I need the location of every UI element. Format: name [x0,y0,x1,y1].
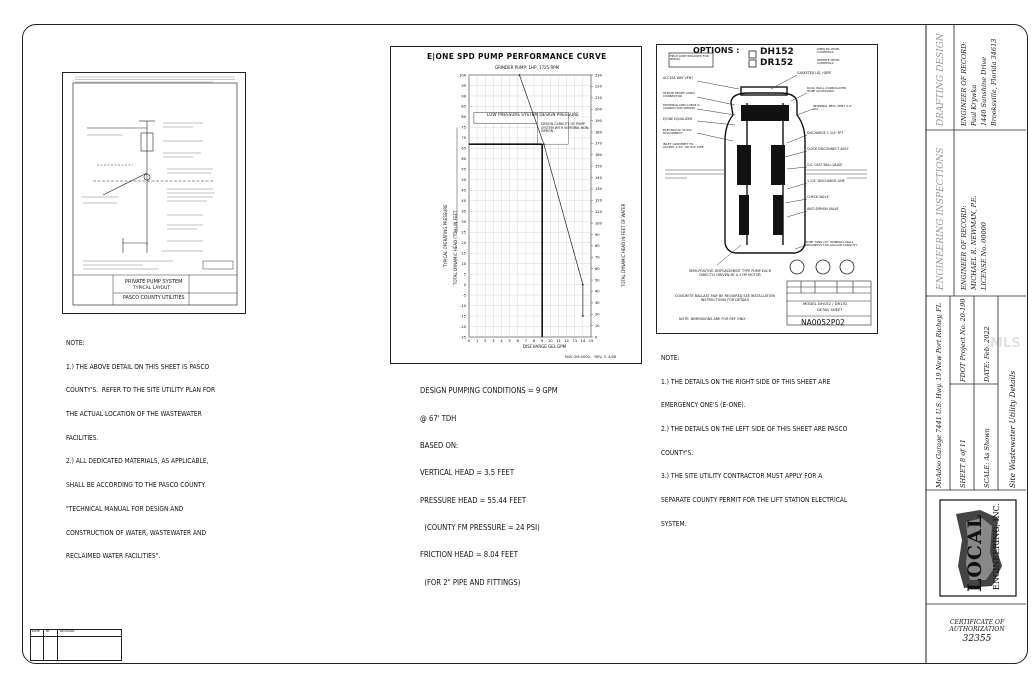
x-tick-label: 9 [541,339,544,343]
station-note [661,339,847,537]
engineer-line: Paul Krywka [970,84,978,126]
y2-tick-label: 160 [595,153,602,158]
callout-left: E/ONE EQUALIZER [663,117,693,121]
y2-tick-label: 40 [595,289,600,294]
x-tick-label: 4 [500,339,503,343]
callout-left: NOTE: DIMENSIONS ARE FOR REF ONLY [679,317,746,321]
design-line: FRICTION HEAD = 8.04 FEET [420,550,518,560]
certificate-number: 32355 [962,633,992,644]
design-line: PRESSURE HEAD = 55.44 FEET [420,495,526,505]
pasco-note-heading: NOTE: [66,338,85,347]
y-tick-label: -5 [462,293,466,298]
watermark: MLS [990,336,1021,351]
revision-header-date: DATE [32,629,40,633]
y2-tick-label: 110 [595,209,602,214]
pasco-note-line: THE ACTUAL LOCATION OF THE WASTEWATER [66,409,202,418]
callout-right: QUICK DISCONNECT ASSY. [807,147,849,151]
design-line: BASED ON: [420,440,459,450]
callout-left: SEMI-POSITIVE DISPLACEMENT TYPE PUMP EACH DIRECTLY DRIVEN BY A 1 HP MOTOR [688,269,772,277]
y-tick-label: 35 [461,209,466,214]
options-label: OPTIONS : [693,46,740,55]
y-tick-label: 60 [461,157,466,162]
scale-line: SCALE: As Shown [983,428,991,488]
y2-tick-label: 130 [595,187,602,192]
pasco-note-line: RECLAIMED WATER FACILITIES". [66,552,161,561]
engineer-line: 1440 Sunshine Drive [980,56,988,126]
chart-xlabel: DISCHARGE GEL GPM [523,344,567,349]
drawing-number: NA0052P02 [801,318,845,327]
pump-curve-point [519,74,521,76]
station-note-line: 2.) THE DETAILS ON THE LEFT SIDE OF THIS SHEET ARE PASCO [661,424,848,433]
y-tick-label: 85 [461,104,466,109]
y-tick-label: 90 [461,94,466,99]
station-note-line: 3.) THE SITE UTILITY CONTRACTOR MUST APPLY FOR A [661,472,823,481]
design-line: DESIGN PUMPING CONDITIONS = 9 GPM [420,386,558,396]
y-tick-label: 40 [461,199,466,204]
station-note-line: COUNTY'S. [661,448,694,457]
callout-right: S.S. CAST BALL VALVE [807,163,843,167]
pump-curve-point [543,143,545,145]
engineer2-line: MICHAEL R. NEWMAN, P.E. [970,195,978,290]
y-tick-label: 20 [461,240,466,245]
y2-tick-label: 70 [595,255,600,260]
station-note-line: SEPARATE COUNTY PERMIT FOR THE LIFT STATION ELECTRICAL [661,496,848,505]
certificate-line: CERTIFICATE OF [949,619,1005,626]
pump-curve-chart [391,47,643,365]
callout-right: CHECK VALVE [807,195,829,199]
x-tick-label: 10 [548,339,553,343]
y-tick-label: 95 [461,83,466,88]
y2-tick-label: 200 [595,107,602,112]
pasco-note-line: 2.) ALL DEDICATED MATERIALS, AS APPLICABLE, [66,457,209,466]
y-tick-label: 15 [461,251,466,256]
design-line: (FOR 2" PIPE AND FITTINGS) [420,577,521,587]
x-tick-label: 6 [516,339,519,343]
detail-sheet: DETAIL SHEET [817,308,843,312]
y2-tick-label: 90 [595,232,600,237]
revision-header-revision: REVISION [60,629,75,633]
callout-right: GASKETED LID, HDPE [797,71,832,75]
y-tick-label: 25 [461,230,466,235]
y2-tick-label: 120 [595,198,602,203]
engineer-line: Brooksville, Florida 34613 [990,38,998,126]
chart-subtitle: GRINDER PUMP: 1HP, 1725 RPM [495,65,560,70]
y-tick-label: 55 [461,167,466,172]
model-line: MODEL DH152 / DR152 [803,301,848,306]
design-line: @ 67' TDH [420,413,457,423]
pump-curve-point [582,284,584,286]
pasco-note-line: COUNTY'S. REFER TO THE SITE UTILITY PLAN FOR [66,386,216,395]
address: McAdoo Garage 7441 U.S. Hwy. 19 New Port Richey, FL [935,303,943,488]
y-tick-label: 75 [461,125,466,130]
design-conditions [420,368,558,596]
x-tick-label: 2 [484,339,487,343]
callout-left: ACCESS WAY VENT [663,76,694,80]
y2-tick-label: 30 [595,301,600,306]
callout-left: POWER/ALARM CABLE & CONDUCTOR WIRING [663,103,700,111]
option-dh152-note: SIMPLEX LEVEL CONTROLS [817,47,840,55]
y-tick-label: 0 [463,282,466,287]
option-dr152: DR152 [760,58,794,68]
callout-right: HDPE TANK 1/2" NOMINAL WALL THICKNESS 150 GALLON CAPACITY [805,240,858,248]
callout-left: CONCRETE BALLAST MAY BE REQUIRED SEE INSTALLATION INSTRUCTIONS FOR DETAILS [675,294,775,302]
pasco-note-line: CONSTRUCTION OF WATER, WASTEWATER AND [66,528,207,537]
y2-tick-label: 220 [595,84,602,89]
y2-tick-label: 170 [595,141,602,146]
y-tick-label: 30 [461,220,466,225]
y2-tick-label: 80 [595,244,600,249]
x-tick-label: 1 [475,339,479,343]
logo-sub: ENGINEERING, INC. [992,503,1001,590]
pasco-detail-panel [62,72,246,314]
pasco-agency: PASCO COUNTY UTILITIES [123,296,185,301]
chart-band-label: LOW PRESSURE SYSTEM DESIGN PRESSURE [487,112,579,117]
inspections-label: ENGINEERING INSPECTIONS [936,147,946,290]
y2-tick-label: 180 [595,130,602,135]
y-tick-label: 70 [461,136,466,141]
callout-right: INTERNAL BELL VENT 2.0" DIA [813,104,853,112]
y2-tick-label: 210 [595,96,602,101]
x-tick-label: 7 [524,339,528,343]
revision-header-by: BY [46,629,50,633]
y-tick-label: 65 [461,146,466,151]
pasco-title: PRIVATE PUMP SYSTEM [125,279,183,285]
y2-tick-label: 230 [595,73,602,78]
design-line: (COUNTY FM PRESSURE = 24 PSI) [420,522,540,532]
callout-left: INLET GROMMET TO ACCEPT 4.50" OD PVC PIPE [663,142,704,150]
engineer2-line: ENGINEER OF RECORD: [960,205,968,290]
x-tick-label: 11 [556,339,561,343]
y2-tick-label: 190 [595,118,602,123]
y-tick-label: 5 [463,272,466,277]
callout-right: 1 1/4" DISCHARGE LINE [807,179,845,183]
y-tick-label: 100 [459,73,466,78]
x-tick-label: 5 [508,339,511,343]
x-tick-label: 13 [572,339,578,343]
chart-callout: DESIGN CAPACITY OF PUMP SYSTEM WITH INTEGRAL NON-SIPHON [541,122,590,134]
revision-table [30,629,122,661]
y2-tick-label: 20 [595,312,600,317]
pasco-note-line: "TECHNICAL MANUAL FOR DESIGN AND [66,504,184,513]
pasco-note-line: SHALL BE ACCORDING TO THE PASCO COUNTY [66,481,206,490]
pasco-subtitle: TYPICAL LAYOUT [133,286,171,291]
pasco-note-line: 1.) THE ABOVE DETAIL ON THIS SHEET IS PASCO [66,362,210,371]
y2-tick-label: 150 [595,164,602,169]
chart-y2label: TOTAL DYNAMIC HEAD IN FEET OF WATER [621,203,626,287]
chart-ylabel: TOTAL DYNAMIC HEAD (TDH) IN FEET [453,210,458,285]
engineer2-line: LICENSE No. 00000 [980,222,988,290]
sheet-line: SHEET 8 of 11 [959,439,967,488]
date-line: DATE: Feb. 2022 [983,326,991,382]
option-dh152: DH152 [760,47,794,57]
company-logo [936,496,1020,600]
option-dr152-note: REMOTE LEVEL CONTROLS [817,58,840,66]
certificate-line: AUTHORIZATION [949,625,1005,633]
certificate [930,620,1024,644]
y2-tick-label: 60 [595,266,600,271]
x-tick-label: 15 [588,339,594,343]
y2-tick-label: 140 [595,175,602,180]
x-tick-label: 14 [580,339,586,343]
y-tick-label: 80 [461,115,466,120]
y-tick-label: -25 [460,335,466,340]
drafting-label: DRAFTING DESIGN [936,33,946,126]
station-note-heading: NOTE: [661,353,680,362]
callout-right: DUAL WALL CORRUGATED HDPE ACCESSWAY [807,86,847,94]
chart-footer: ENV OM-0000 REV. 3 4/08 [565,355,617,359]
y2-tick-label: 50 [595,278,600,283]
y-tick-label: -20 [460,324,466,329]
chart-left-side-label: TYPICAL OPERATING PRESSURE [443,204,448,267]
callout-right: DISCHARGE 1 1/4" FPT [807,131,844,135]
x-tick-label: 8 [532,339,536,343]
y-tick-label: -10 [460,303,466,308]
pump-curve-point [582,315,584,317]
pasco-note [66,324,215,569]
y2-tick-label: 0 [595,335,598,340]
sheet-description: Site Wastewater Utility Details [1008,370,1017,488]
pump-curve-panel [390,46,642,364]
chart-title: E|ONE SPD PUMP PERFORMANCE CURVE [427,52,607,61]
callout-left: STRAIN RELIEF CORD CONNECTOR [663,91,695,99]
station-note-line: SYSTEM. [661,519,687,528]
engineer-block: ENGINEER OF RECORD: [960,41,968,126]
callout-left: ELECTRICAL QUICK DISCONNECT [663,128,692,136]
design-line: VERTICAL HEAD = 3.5 FEET [420,468,514,478]
y2-tick-label: 10 [595,323,600,328]
x-tick-label: 12 [564,339,569,343]
y-tick-label: 50 [461,178,466,183]
y-tick-label: -15 [460,314,466,319]
y2-tick-label: 100 [595,221,602,226]
x-tick-label: 0 [467,339,471,343]
logo-main: LOCAL [964,513,986,592]
pasco-note-line: FACILITIES. [66,433,99,442]
station-detail-panel [656,44,878,334]
y-tick-label: 10 [461,261,466,266]
x-tick-label: 3 [492,339,495,343]
callout-left: FIELD JOINT REQUIRED FOR BURIAL [670,54,709,62]
station-note-line: EMERGENCY ONE'S (E-ONE). [661,401,746,410]
project-line: FDOT Project No. 20-190 [959,298,967,382]
y-tick-label: 45 [461,188,466,193]
station-note-line: 1.) THE DETAILS ON THE RIGHT SIDE OF THIS SHEET ARE [661,377,831,386]
callout-right: ANTI-SIPHON VALVE [807,207,839,211]
